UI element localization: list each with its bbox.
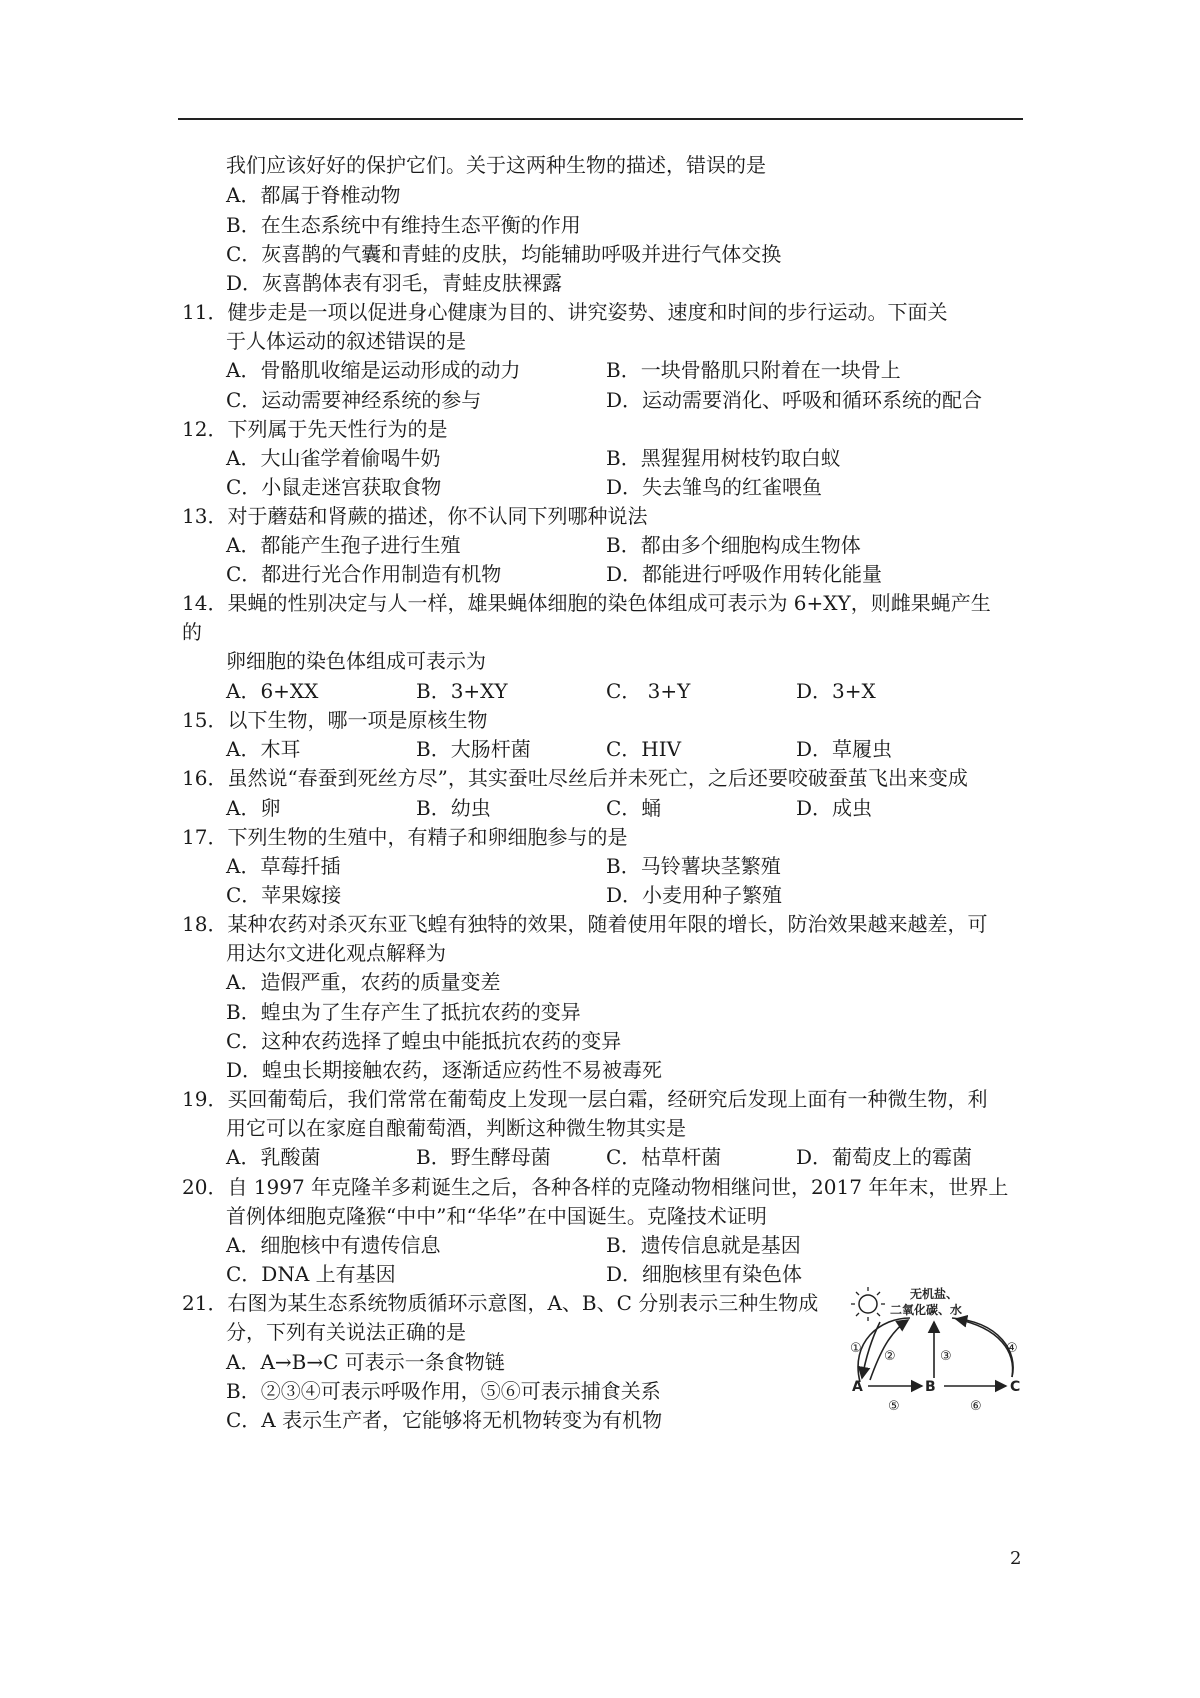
q11-text-line1: 11．健步走是一项以促进身心健康为目的、讲究姿势、速度和时间的步行运动。下面关 [182, 300, 948, 324]
q21-text-line2: 分，下列有关说法正确的是 [226, 1320, 466, 1344]
q12-text: 12．下列属于先天性行为的是 [182, 417, 448, 441]
q15-text: 15．以下生物，哪一项是原核生物 [182, 708, 488, 732]
q21-option-c: C．A 表示生产者，它能够将无机物转变为有机物 [226, 1408, 663, 1432]
q15-option-d: D．草履虫 [796, 737, 893, 761]
q11-option-b: B．一块骨骼肌只附着在一块骨上 [606, 358, 901, 382]
q18-option-d: D．蝗虫长期接触农药，逐渐适应药性不易被毒死 [226, 1058, 663, 1082]
ecosystem-cycle-diagram [840, 1282, 1030, 1422]
q21-text-line1: 21．右图为某生态系统物质循环示意图，A、B、C 分别表示三种生物成 [182, 1291, 819, 1315]
q15-option-b: B．大肠杆菌 [416, 737, 531, 761]
label-2: ② [884, 1349, 896, 1364]
q10-option-a: A．都属于脊椎动物 [226, 183, 401, 207]
q19-text-line1: 19．买回葡萄后，我们常常在葡萄皮上发现一层白霜，经研究后发现上面有一种微生物，利 [182, 1087, 988, 1111]
label-3: ③ [940, 1349, 952, 1364]
q17-option-a: A．草莓扦插 [226, 854, 341, 878]
q11-option-d: D．运动需要消化、呼吸和循环系统的配合 [606, 388, 983, 412]
header-rule [178, 118, 1023, 120]
node-b: B [925, 1379, 936, 1395]
q14-option-b: B．3+XY [416, 679, 508, 703]
q17-option-d: D．小麦用种子繁殖 [606, 883, 783, 907]
q19-text-line2: 用它可以在家庭自酿葡萄酒，判断这种微生物其实是 [226, 1116, 686, 1140]
q18-option-b: B．蝗虫为了生存产生了抵抗农药的变异 [226, 1000, 581, 1024]
node-a: A [852, 1379, 863, 1395]
cycle-arc [858, 1318, 1013, 1382]
q16-option-d: D．成虫 [796, 796, 873, 820]
q11-option-a: A．骨骼肌收缩是运动形成的动力 [226, 358, 521, 382]
q19-option-d: D．葡萄皮上的霉菌 [796, 1145, 973, 1169]
q14-text-line2: 的 [182, 620, 202, 644]
q14-text-line3: 卵细胞的染色体组成可表示为 [226, 649, 486, 673]
page-number: 2 [1010, 1548, 1022, 1569]
q21-option-b: B．②③④可表示呼吸作用，⑤⑥可表示捕食关系 [226, 1379, 661, 1403]
q19-option-b: B．野生酵母菌 [416, 1145, 551, 1169]
q20-option-b: B．遗传信息就是基因 [606, 1233, 801, 1257]
q13-option-a: A．都能产生孢子进行生殖 [226, 533, 461, 557]
node-c: C [1010, 1379, 1021, 1395]
q11-text-line2: 于人体运动的叙述错误的是 [226, 329, 466, 353]
q16-option-a: A．卵 [226, 796, 281, 820]
q18-option-c: C．这种农药选择了蝗虫中能抵抗农药的变异 [226, 1029, 622, 1053]
label-6: ⑥ [970, 1399, 982, 1414]
label-1: ① [850, 1341, 862, 1356]
q12-option-c: C．小鼠走迷宫获取食物 [226, 475, 442, 499]
q16-text: 16．虽然说“春蚕到死丝方尽”，其实蚕吐尽丝后并未死亡，之后还要咬破蚕茧飞出来变成 [182, 766, 968, 790]
q16-option-c: C．蛹 [606, 796, 662, 820]
q10-option-b: B．在生态系统中有维持生态平衡的作用 [226, 213, 581, 237]
q12-option-d: D．失去雏鸟的红雀喂鱼 [606, 475, 823, 499]
q10-option-d: D．灰喜鹊体表有羽毛，青蛙皮肤裸露 [226, 271, 563, 295]
q14-option-c: C． 3+Y [606, 679, 691, 703]
q20-option-a: A．细胞核中有遗传信息 [226, 1233, 441, 1257]
q16-option-b: B．幼虫 [416, 796, 491, 820]
diagram-label-co2-water: 二氧化碳、水 [890, 1303, 963, 1317]
q15-option-a: A．木耳 [226, 737, 301, 761]
q15-option-c: C．HIV [606, 737, 682, 761]
sun-icon [851, 1287, 885, 1321]
q17-option-c: C．苹果嫁接 [226, 883, 342, 907]
q17-text: 17．下列生物的生殖中，有精子和卵细胞参与的是 [182, 825, 628, 849]
arrow-1 [862, 1322, 880, 1378]
q10-text: 我们应该好好的保护它们。关于这两种生物的描述，错误的是 [226, 153, 766, 177]
q20-text-line2: 首例体细胞克隆猴“中中”和“华华”在中国诞生。克隆技术证明 [226, 1204, 767, 1228]
arrow-4 [956, 1319, 1013, 1377]
q20-text-line1: 20．自 1997 年克隆羊多莉诞生之后，各种各样的克隆动物相继问世，2017 年年末，世界上 [182, 1175, 1009, 1199]
q18-option-a: A．造假严重，农药的质量变差 [226, 970, 501, 994]
q13-option-b: B．都由多个细胞构成生物体 [606, 533, 861, 557]
q19-option-a: A．乳酸菌 [226, 1145, 321, 1169]
label-5: ⑤ [888, 1399, 900, 1414]
q10-option-c: C．灰喜鹊的气囊和青蛙的皮肤，均能辅助呼吸并进行气体交换 [226, 242, 782, 266]
q20-option-d: D．细胞核里有染色体 [606, 1262, 803, 1286]
q14-text-line1: 14．果蝇的性别决定与人一样，雄果蝇体细胞的染色体组成可表示为 6+XY，则雌果蝇产生 [182, 591, 991, 615]
q12-option-a: A．大山雀学着偷喝牛奶 [226, 446, 441, 470]
q20-option-c: C．DNA 上有基因 [226, 1262, 396, 1286]
q19-option-c: C．枯草杆菌 [606, 1145, 722, 1169]
q11-option-c: C．运动需要神经系统的参与 [226, 388, 482, 412]
q12-option-b: B．黑猩猩用树枝钓取白蚁 [606, 446, 841, 470]
q18-text-line1: 18．某种农药对杀灭东亚飞蝗有独特的效果，随着使用年限的增长，防治效果越来越差，可 [182, 912, 988, 936]
diagram-label-minerals: 无机盐、 [910, 1287, 959, 1301]
q13-option-d: D．都能进行呼吸作用转化能量 [606, 562, 883, 586]
q13-text: 13．对于蘑菇和肾蕨的描述，你不认同下列哪种说法 [182, 504, 648, 528]
q14-option-a: A．6+XX [226, 679, 319, 703]
q13-option-c: C．都进行光合作用制造有机物 [226, 562, 502, 586]
q21-option-a: A．A→B→C 可表示一条食物链 [226, 1350, 505, 1374]
q14-option-d: D．3+X [796, 679, 876, 703]
q17-option-b: B．马铃薯块茎繁殖 [606, 854, 781, 878]
q18-text-line2: 用达尔文进化观点解释为 [226, 941, 446, 965]
label-4: ④ [1006, 1341, 1018, 1356]
